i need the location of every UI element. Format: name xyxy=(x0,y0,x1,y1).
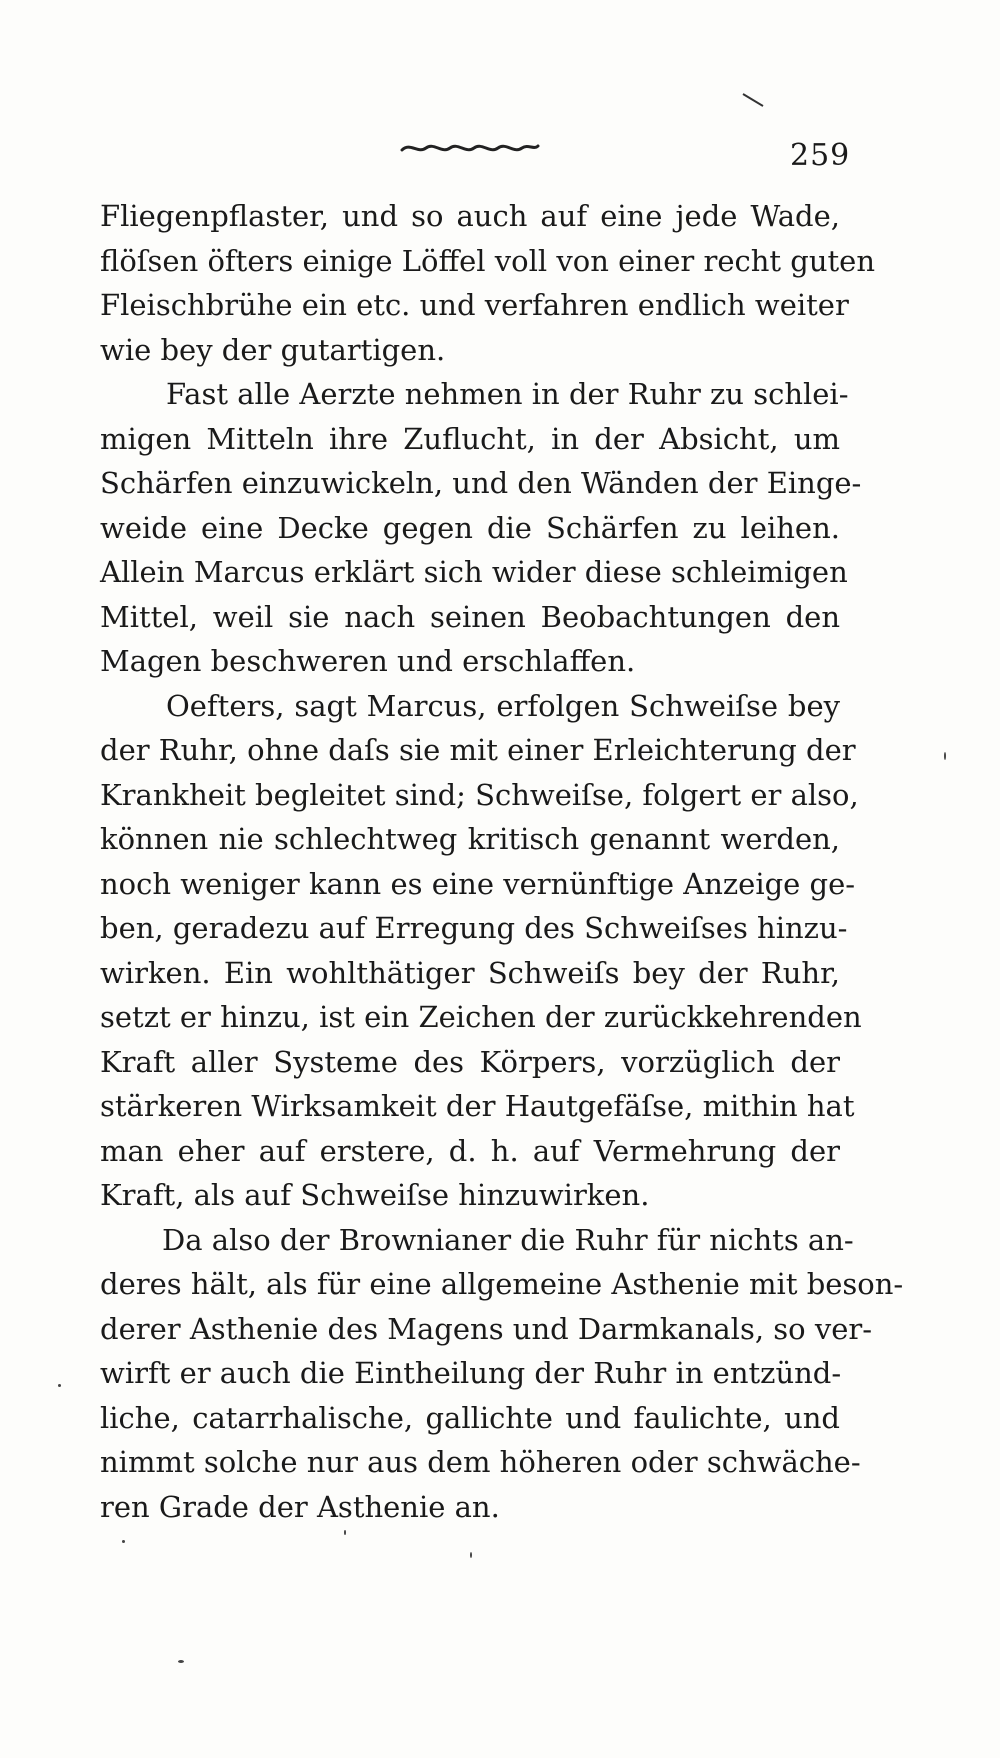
text-line: können nie schlechtweg kritisch genannt werden, xyxy=(100,822,840,856)
text-line: Schärfen einzuwickeln, und den Wänden der Einge- xyxy=(100,466,862,500)
ink-speck xyxy=(344,1530,346,1535)
ink-speck xyxy=(58,1384,61,1387)
paragraph xyxy=(100,372,862,684)
ink-speck xyxy=(944,752,946,760)
text-line: wirken. Ein wohlthätiger Schweiſs bey der Ruhr, xyxy=(100,955,840,990)
ink-speck xyxy=(122,1540,125,1543)
ink-speck xyxy=(470,1552,472,1558)
text-line: liche, catarrhalische, gallichte und faulichte, und xyxy=(100,1400,840,1435)
text-line: nimmt solche nur aus dem höheren oder schwäche- xyxy=(100,1445,861,1479)
text-line: ben, geradezu auf Erregung des Schweiſses hinzu- xyxy=(100,911,848,945)
text-line: Oefters, sagt Marcus, erfolgen Schweiſse bey xyxy=(166,688,840,723)
text-line: setzt er hinzu, ist ein Zeichen der zurückkehrenden xyxy=(100,1000,862,1034)
header-ornament xyxy=(400,140,540,156)
text-line: Kraft aller Systeme des Körpers, vorzüglich der xyxy=(100,1044,840,1079)
text-line: derer Asthenie des Magens und Darmkanals, so ver- xyxy=(100,1311,873,1346)
text-line: Fast alle Aerzte nehmen in der Ruhr zu schlei- xyxy=(166,377,849,411)
ink-speck xyxy=(178,1660,184,1663)
paragraph xyxy=(100,194,876,372)
text-line: deres hält, als für eine allgemeine Asthenie mit beson- xyxy=(100,1267,904,1301)
text-line: wie bey der gutartigen. xyxy=(100,332,446,367)
text-line: der Ruhr, ohne daſs sie mit einer Erleichterung der xyxy=(100,733,856,767)
text-line: flöſsen öfters einige Löffel voll von einer recht guten xyxy=(100,243,876,278)
text-line: wirft er auch die Eintheilung der Ruhr in entzünd- xyxy=(100,1356,842,1390)
text-line: Magen beschweren und erschlaffen. xyxy=(100,644,636,678)
ink-stroke-mark xyxy=(742,92,764,108)
text-line: Fliegenpflaster, und so auch auf eine jede Wade, xyxy=(100,199,840,233)
text-line: Fleischbrühe ein etc. und verfahren endlich weiter xyxy=(100,288,849,322)
text-line: weide eine Decke gegen die Schärfen zu leihen. xyxy=(100,510,840,545)
paragraph xyxy=(100,1218,904,1530)
text-line: stärkeren Wirksamkeit der Hautgefäſse, mithin hat xyxy=(100,1089,855,1123)
text-line: Mittel, weil sie nach seinen Beobachtungen den xyxy=(100,599,840,634)
text-line: noch weniger kann es eine vernünftige Anzeige ge- xyxy=(100,866,856,901)
text-line: Da also der Brownianer die Ruhr für nichts an- xyxy=(162,1222,854,1257)
text-line: Krankheit begleitet sind; Schweiſse, folgert er also, xyxy=(100,777,859,812)
text-line: Kraft, als auf Schweiſse hinzuwirken. xyxy=(100,1178,650,1212)
text-line: man eher auf erstere, d. h. auf Vermehrung der xyxy=(100,1133,840,1168)
text-line: Allein Marcus erklärt sich wider diese schleimigen xyxy=(100,555,848,589)
body-text xyxy=(100,194,904,1529)
text-line: migen Mitteln ihre Zuflucht, in der Absicht, um xyxy=(100,421,840,456)
paragraph xyxy=(100,684,862,1218)
page-number: 259 xyxy=(790,138,851,173)
text-line: ren Grade der Asthenie an. xyxy=(100,1489,500,1524)
